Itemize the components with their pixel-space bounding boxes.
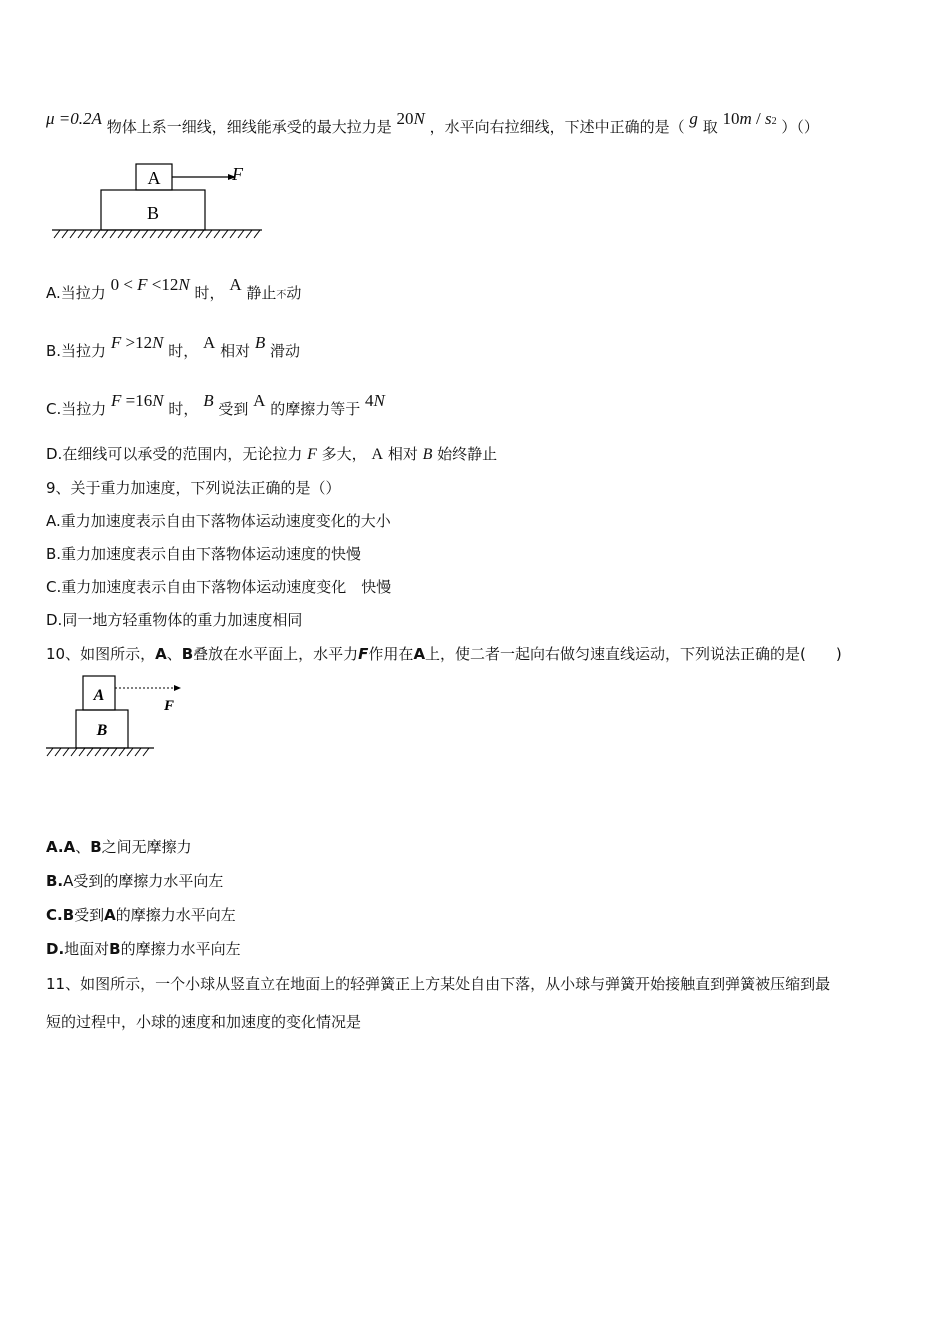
q8-option-c: C.当拉力 F =16N 时， B 受到 A 的摩擦力等于 4N xyxy=(46,391,385,418)
q10-arrowhead-icon xyxy=(174,685,181,691)
q9-option-d: D.同一地方轻重物体的重力加速度相同 xyxy=(46,611,303,629)
q8-figure xyxy=(48,158,278,244)
q10-option-b: B.A受到的摩擦力水平向左 xyxy=(46,872,224,890)
q8-option-a: A.当拉力 0 < F <12N 时， A 静止不动 xyxy=(46,275,302,302)
q10-option-c: C.B受到A的摩擦力水平向左 xyxy=(46,906,236,924)
q10-figure xyxy=(44,674,194,764)
q8-block-b-label: B xyxy=(146,203,160,223)
q8-ground-hatch xyxy=(54,230,260,238)
q8-block-a-label: A xyxy=(147,168,161,188)
q10-option-a: A.A、B之间无摩擦力 xyxy=(46,838,192,856)
q10-ground-hatch xyxy=(47,748,149,756)
q11-stem-line2: 短的过程中，小球的速度和加速度的变化情况是 xyxy=(46,1013,362,1031)
q9-option-b: B.重力加速度表示自由下落物体运动速度的快慢 xyxy=(46,545,362,563)
q8-option-b: B.当拉力 F >12N 时， A 相对 B 滑动 xyxy=(46,333,301,360)
q10-block-a-label: A xyxy=(93,687,105,704)
q8-force-label: F xyxy=(232,164,243,184)
q9-option-a: A.重力加速度表示自由下落物体运动速度变化的大小 xyxy=(46,512,391,530)
q8-mu: μ =0.2 xyxy=(46,109,92,128)
q10-stem: 10、如图所示，A、B叠放在水平面上，水平力F作用在A上，使二者一起向右做匀速直线运动，下列说法正确的是( ) xyxy=(46,645,842,663)
q10-force-label: F xyxy=(164,698,175,714)
q8-option-d: D.在细线可以承受的范围内，无论拉力 F 多大， A 相对 B 始终静止 xyxy=(46,445,498,463)
q11-stem-line1: 11、如图所示，一个小球从竖直立在地面上的轻弹簧正上方某处自由下落，从小球与弹簧开始接触直到弹簧被压缩到最 xyxy=(46,975,831,993)
q10-block-b-label: B xyxy=(96,722,108,739)
q10-option-d: D.地面对B的摩擦力水平向左 xyxy=(46,940,241,958)
q8-stem: μ =0.2A 物体上系一细线，细线能承受的最大拉力是 20N ，水平向右拉细线，下述中正确的是（ g 取 $10m / s^2$ ）（） xyxy=(46,109,819,136)
q9-stem: 9、关于重力加速度，下列说法正确的是（） xyxy=(46,479,341,497)
q9-option-c: C.重力加速度表示自由下落物体运动速度变化 快慢 xyxy=(46,578,392,596)
